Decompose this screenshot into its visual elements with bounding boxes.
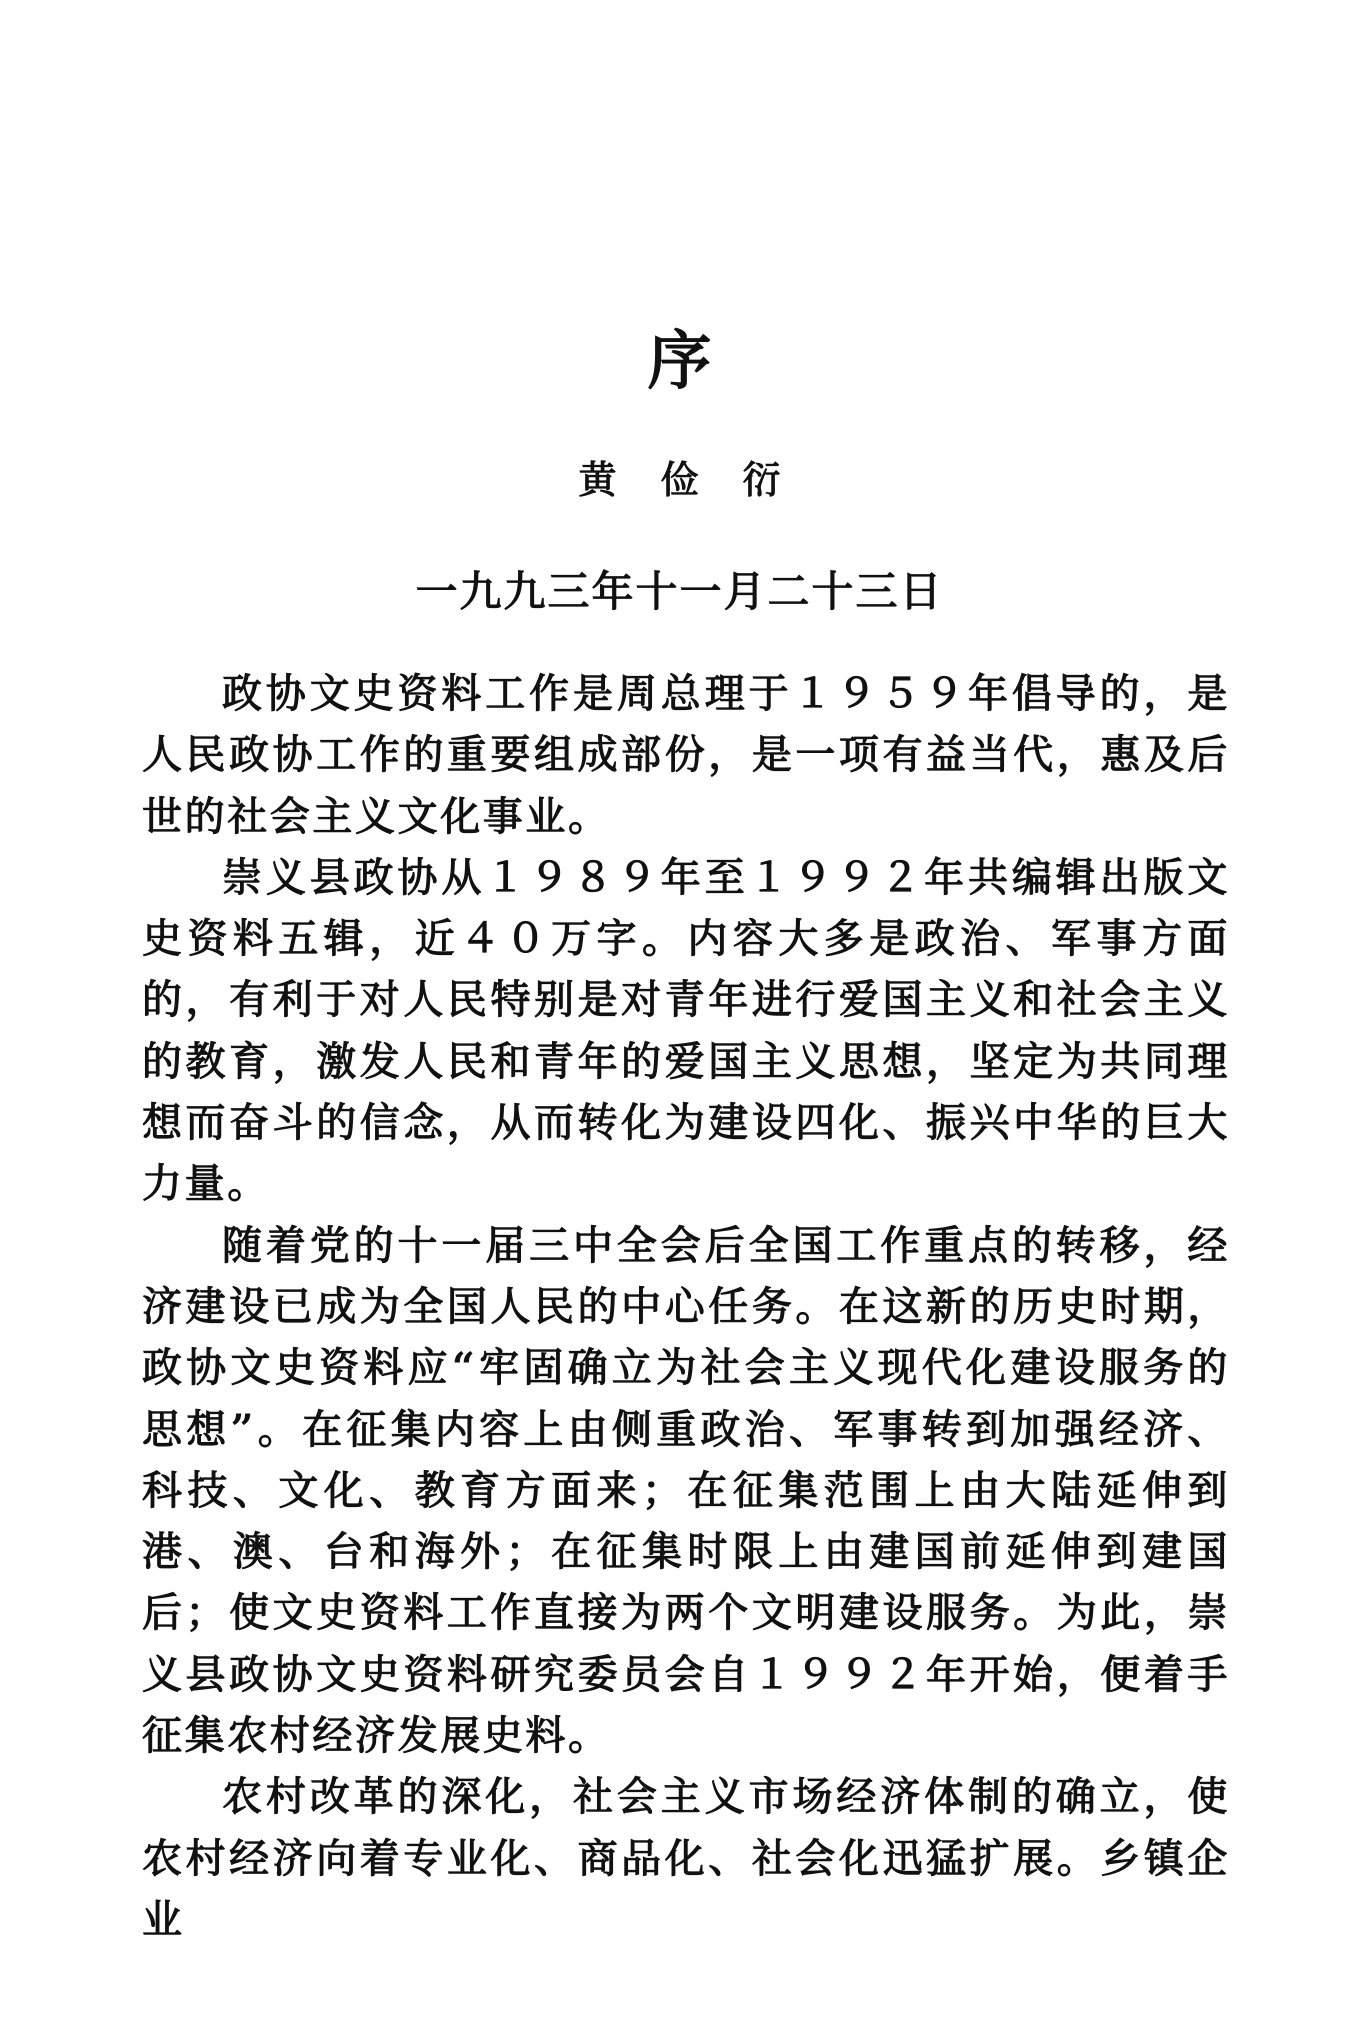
paragraph: 随着党的十一届三中全会后全国工作重点的转移，经济建设已成为全国人民的中心任务。在这新的历史时期，政协文史资料应“牢固确立为社会主义现代化建设服务的思想”。在征集内容上由侧重政治、军事转到加强经济、科技、文化、教育方面来；在征集范围上由大陆延伸到港、澳、台和海外；在征集时限上由建国前延伸到建国后；使文史资料工作直接为两个文明建设服务。为此，崇义县政协文史资料研究委员会自１９９２年开始，便着手征集农村经济发展史料。 — [142, 1221, 1230, 1760]
page-title: 序 — [647, 324, 712, 399]
paragraph: 农村改革的深化，社会主义市场经济体制的确立，使农村经济向着专业化、商品化、社会化迅猛扩展。乡镇企业 — [142, 1773, 1230, 1943]
author-name: 黄俭衍 — [578, 457, 825, 502]
body-text — [142, 663, 1230, 1950]
paragraph: 崇义县政协从１９８９年至１９９２年共编辑出版文史资料五辑，近４０万字。内容大多是政治、军事方面的，有利于对人民特别是对青年进行爱国主义和社会主义的教育，激发人民和青年的爱国主义思想，坚定为共同理想而奋斗的信念，从而转化为建设四化、振兴中华的巨大力量。 — [142, 853, 1230, 1208]
paragraph: 政协文史资料工作是周总理于１９５９年倡导的，是人民政协工作的重要组成部份，是一项有益当代，惠及后世的社会主义文化事业。 — [142, 670, 1230, 840]
date-line: 一九九三年十一月二十三日 — [415, 567, 944, 616]
